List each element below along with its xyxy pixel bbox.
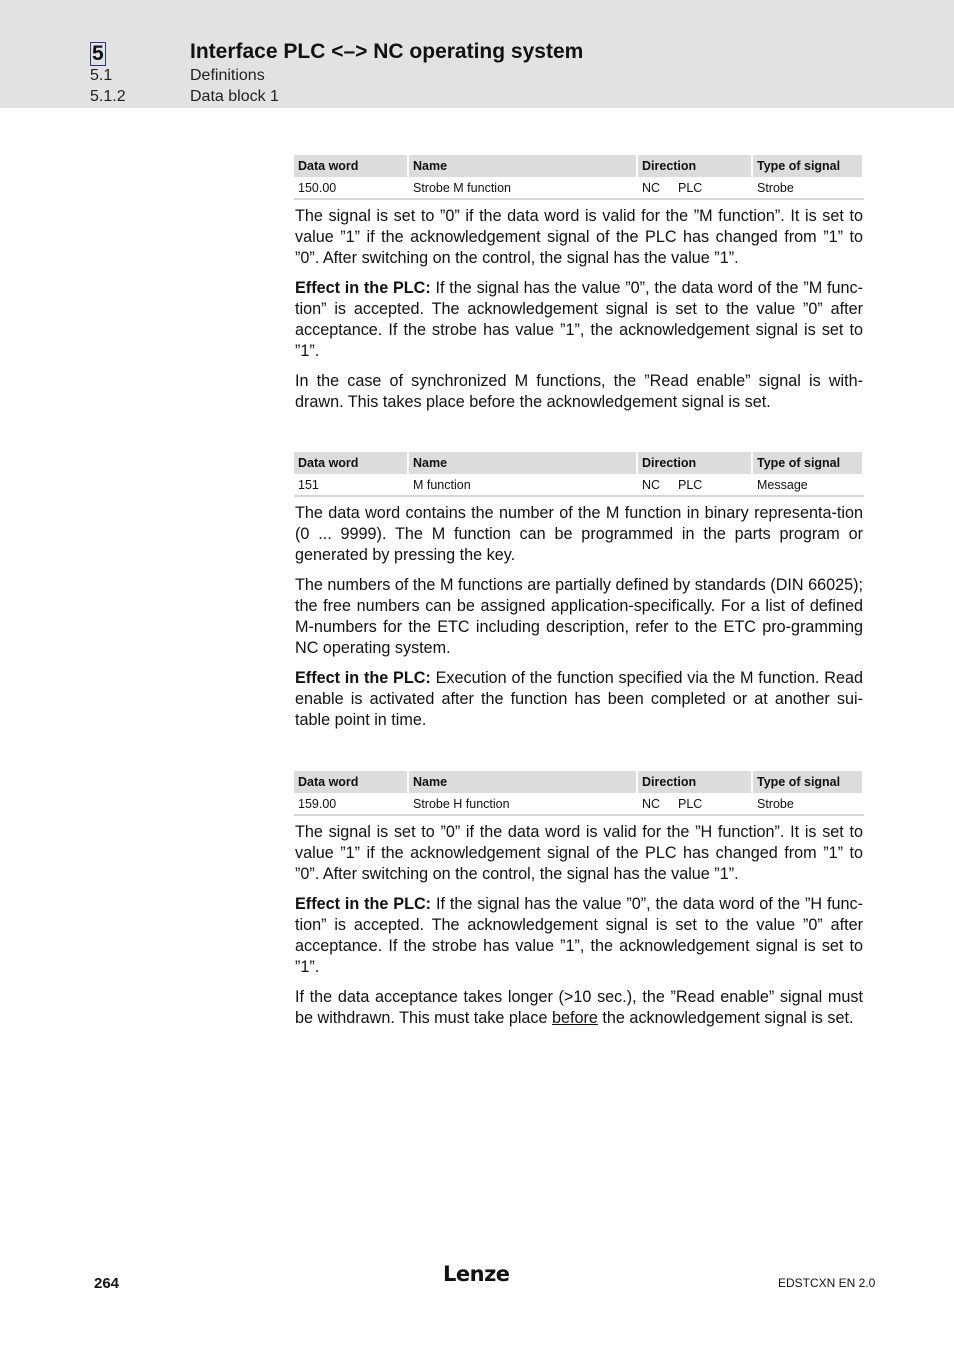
signal-block-strobe-h [295,771,863,1029]
text-part: the acknowledgement signal is set. [597,1009,854,1027]
table-row [294,177,863,199]
direction-to: PLC [678,796,703,811]
cell-type: Strobe [752,177,863,199]
table-header-row [294,771,863,793]
paragraph: The data word contains the number of the M function in binary representa-tion (0 ... 9999). The M function can be programmed in the parts program or generated by pressing the key. [295,504,863,564]
signal-block-m-function [295,452,863,731]
chapter-number-link[interactable]: 5 [92,42,104,65]
chapter-title: Interface PLC <–> NC operating system [190,40,584,63]
signal-table [294,452,864,497]
text-part: If the data acceptance takes longer (>10 sec.), the ”Read enable” signal must be withdrawn. This must take place [295,988,863,1027]
direction-to: PLC [678,477,703,492]
effect-text: If the signal has the value ”0”, the data word of the ”H func-tion” is accepted. The acknowledgement signal is set to the value ”0” after acceptance. If the strobe has value ”1”, the acknowledgement signal is set to ”1”. [295,895,863,976]
subsection-title: Data block 1 [190,88,279,105]
col-type: Type of signal [752,155,863,177]
table-row [294,474,863,496]
col-type: Type of signal [752,452,863,474]
cell-data-word: 159.00 [294,793,408,815]
signal-table [294,771,864,816]
effect-label: Effect in the PLC: [295,895,432,913]
paragraph-effect [295,278,863,362]
table-header-row [294,452,863,474]
cell-direction [637,793,752,815]
effect-text: Execution of the function specified via the M function. Read enable is activated after the function has been completed or at another sui-table point in time. [295,669,863,729]
paragraph: The signal is set to ”0” if the data word is valid for the ”H function”. It is set to value ”1” if the acknowledgement signal of the PLC has changed from ”1” to ”0”. After switching on the control, the signal has the value ”1”. [295,823,863,883]
cell-type: Strobe [752,793,863,815]
paragraph-effect [295,668,863,731]
subsection-number: 5.1.2 [90,88,126,105]
direction-from: NC [642,180,661,195]
col-name: Name [408,771,637,793]
col-data-word: Data word [294,771,408,793]
direction-from: NC [642,477,661,492]
section-title: Definitions [190,67,265,84]
effect-text: If the signal has the value ”0”, the data word of the ”M func-tion” is accepted. The acknowledgement signal is set to the value ”0” after acceptance. If the strobe has value ”1”, the acknowledgement signal is set to ”1”. [295,279,863,360]
col-direction: Direction [637,155,752,177]
cell-data-word: 150.00 [294,177,408,199]
paragraph-effect [295,894,863,978]
direction-from: NC [642,796,661,811]
page-number: 264 [94,1275,120,1292]
paragraph: In the case of synchronized M functions, the ”Read enable” signal is with-drawn. This takes place before the acknowledgement signal is set. [295,372,863,411]
col-name: Name [408,155,637,177]
effect-label: Effect in the PLC: [295,279,431,297]
cell-name: M function [408,474,637,496]
page-header [0,0,954,108]
col-direction: Direction [637,452,752,474]
underlined-word: before [552,1009,598,1027]
col-type: Type of signal [752,771,863,793]
paragraph [295,987,863,1029]
effect-label: Effect in the PLC: [295,669,431,687]
document-id: EDSTCXN EN 2.0 [778,1276,876,1290]
col-data-word: Data word [294,452,408,474]
paragraph: The numbers of the M functions are partially defined by standards (DIN 66025); the free numbers can be assigned application-specifically. For a list of defined M-numbers for the ETC including description, refer to the ETC pro-gramming NC operating system. [295,576,863,657]
signal-table [294,155,864,200]
signal-block-strobe-m [295,155,863,413]
cell-data-word: 151 [294,474,408,496]
cell-type: Message [752,474,863,496]
direction-to: PLC [678,180,703,195]
cell-direction [637,474,752,496]
cell-direction [637,177,752,199]
lenze-logo: Lenze [443,1262,510,1286]
col-data-word: Data word [294,155,408,177]
cell-name: Strobe M function [408,177,637,199]
table-row [294,793,863,815]
col-direction: Direction [637,771,752,793]
cell-name: Strobe H function [408,793,637,815]
col-name: Name [408,452,637,474]
section-number: 5.1 [90,67,113,84]
table-header-row [294,155,863,177]
paragraph: The signal is set to ”0” if the data word is valid for the ”M function”. It is set to value ”1” if the acknowledgement signal of the PLC has changed from ”1” to ”0”. After switching on the control, the signal has the value ”1”. [295,207,863,267]
